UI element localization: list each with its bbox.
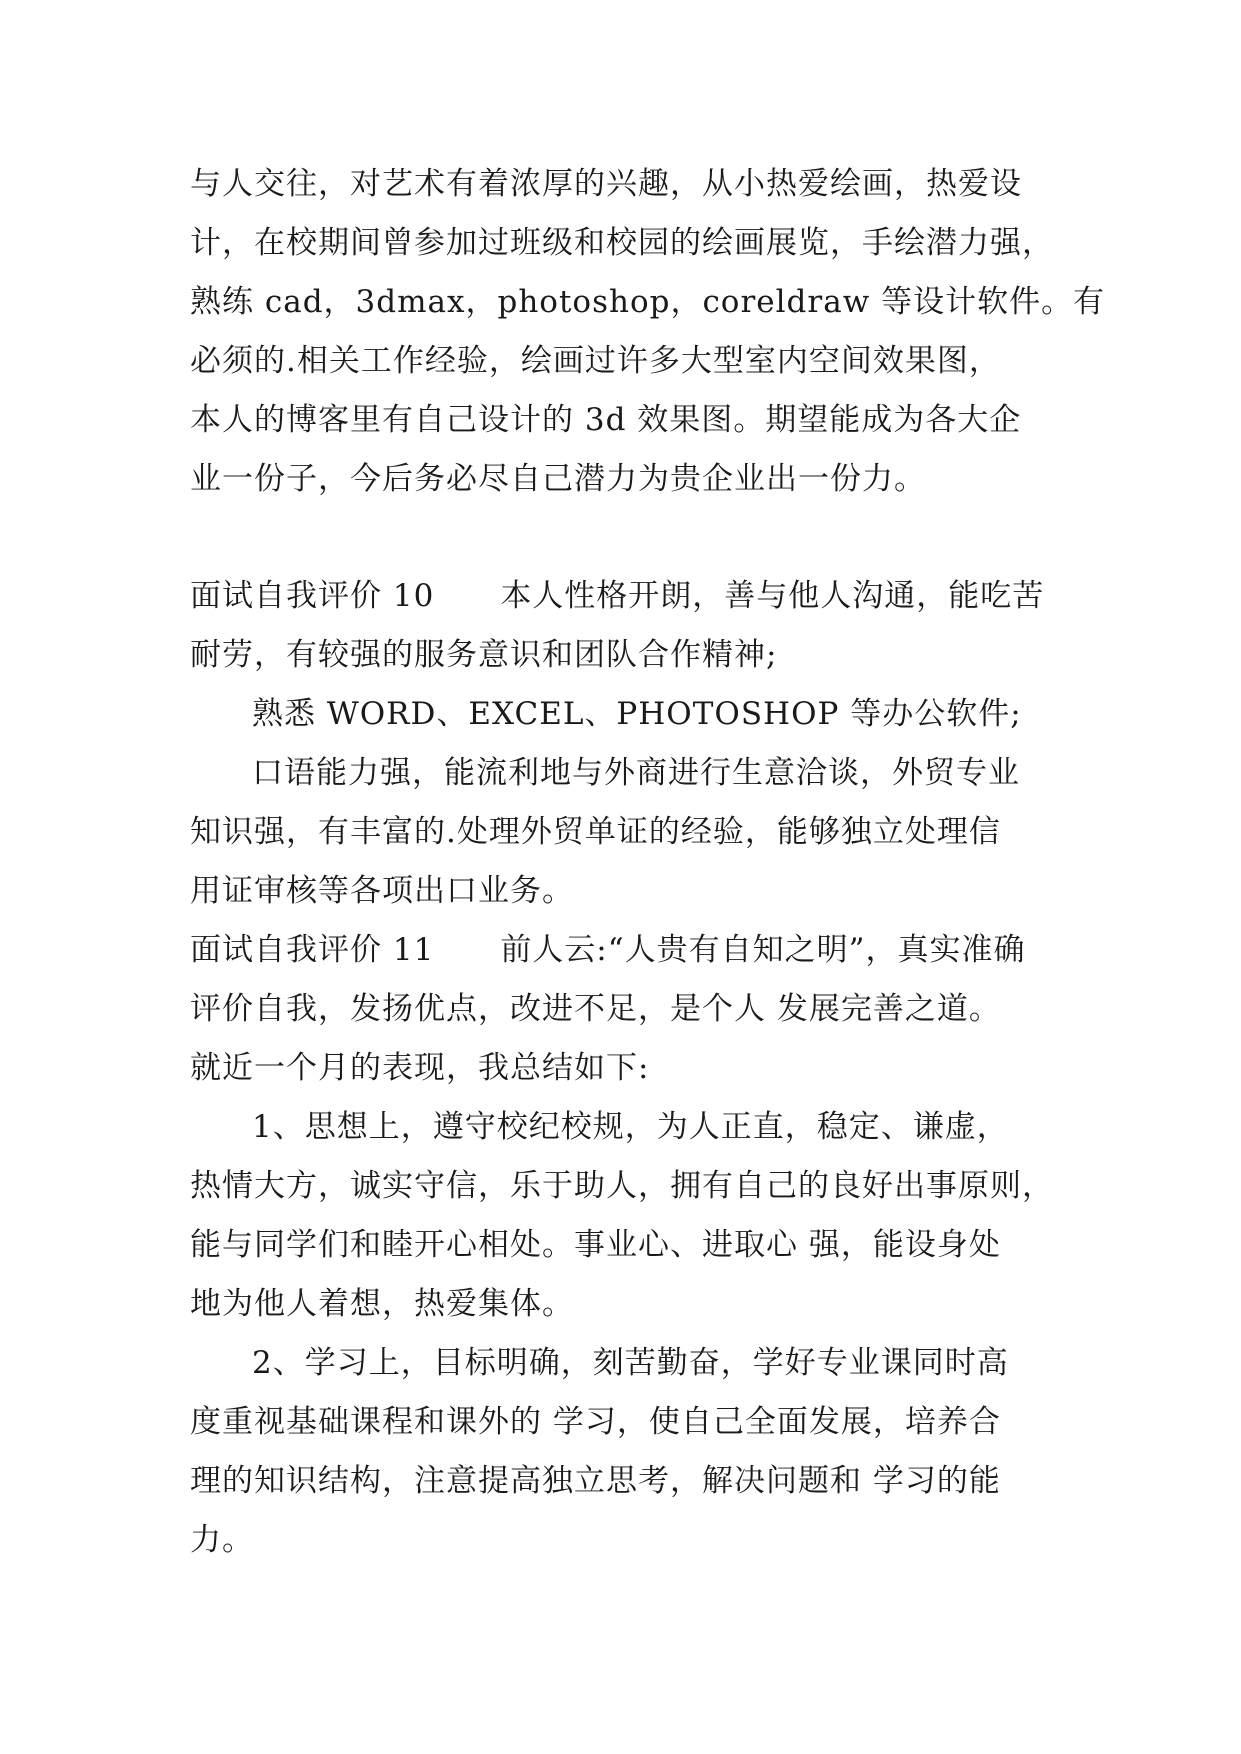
- text-run: 前人云:“人贵有自知之明”，真实准确: [500, 932, 1026, 968]
- text-line: 计，在校期间曾参加过班级和校园的绘画展览，手绘潜力强，: [190, 225, 1054, 261]
- text-line: 耐劳，有较强的服务意识和团队合作精神;: [190, 637, 778, 673]
- text-line: 地为他人着想，热爱集体。: [190, 1286, 574, 1322]
- document-page: [190, 155, 1106, 1570]
- text-line: 用证审核等各项出口业务。: [190, 873, 574, 909]
- list-item-line: 2、学习上，目标明确，刻苦勤奋，学好专业课同时高: [252, 1345, 1009, 1381]
- text-line: 力。: [190, 1522, 254, 1558]
- text-line: 熟悉 WORD、EXCEL、PHOTOSHOP 等办公软件;: [252, 696, 1022, 732]
- text-line: 知识强，有丰富的.处理外贸单证的经验，能够独立处理信: [190, 814, 1001, 850]
- intro-paragraph: [190, 155, 1106, 509]
- text-line: 熟练 cad，3dmax，photoshop，coreldraw 等设计软件。有: [190, 284, 1106, 320]
- list-item-line: 1、思想上，遵守校纪校规，为人正直，稳定、谦虚，: [252, 1109, 1009, 1145]
- text-line: 业一份子，今后务必尽自己潜力为贵企业出一份力。: [190, 461, 926, 497]
- text-line: 本人的博客里有自己设计的 3d 效果图。期望能成为各大企: [190, 402, 1022, 438]
- text-line: 就近一个月的表现，我总结如下:: [190, 1050, 650, 1086]
- text-line: 评价自我，发扬优点，改进不足，是个人 发展完善之道。: [190, 991, 1001, 1027]
- section-10: [190, 567, 1060, 921]
- section-11: [190, 921, 1060, 1570]
- text-line: 能与同学们和睦开心相处。事业心、进取心 强，能设身处: [190, 1227, 1001, 1263]
- text-line: 理的知识结构，注意提高独立思考，解决问题和 学习的能: [190, 1463, 1001, 1499]
- text-line: 与人交往，对艺术有着浓厚的兴趣，从小热爱绘画，热爱设: [190, 166, 1022, 202]
- text-line: 度重视基础课程和课外的 学习，使自己全面发展，培养合: [190, 1404, 1001, 1440]
- section-heading: 面试自我评价 10: [190, 578, 435, 614]
- text-run: 本人性格开朗，善与他人沟通，能吃苦: [500, 578, 1045, 614]
- section-heading: 面试自我评价 11: [190, 932, 435, 968]
- text-line: 口语能力强，能流利地与外商进行生意洽谈，外贸专业: [252, 755, 1020, 791]
- section-heading-line: [190, 921, 1060, 980]
- section-heading-line: [190, 567, 1060, 626]
- text-line: 热情大方，诚实守信，乐于助人，拥有自己的良好出事原则，: [190, 1168, 1054, 1204]
- text-line: 必须的.相关工作经验，绘画过许多大型室内空间效果图，: [190, 343, 1001, 379]
